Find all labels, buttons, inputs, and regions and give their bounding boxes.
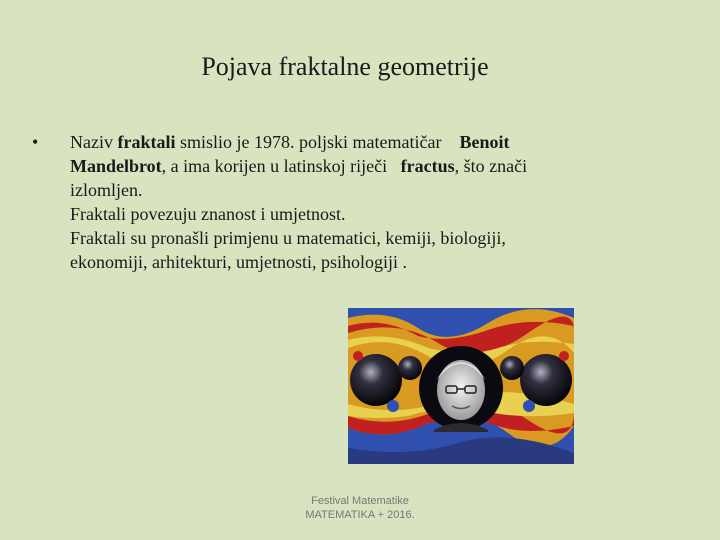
text-span: Naziv [70, 132, 118, 152]
footer-line-2: MATEMATIKA + 2016. [305, 509, 415, 521]
term-fraktali: fraktali [117, 132, 176, 152]
paragraph-line-3: izlomljen. [70, 180, 143, 200]
fractal-art-icon [348, 308, 574, 464]
paragraph-line-5: Fraktali su pronašli primjenu u matematici, kemiji, biologiji, [70, 228, 506, 248]
bullet-paragraph [32, 130, 632, 274]
paragraph-text [70, 130, 632, 274]
name-benoit: Benoit [459, 132, 510, 152]
paragraph-line-6: ekonomiji, arhitekturi, umjetnosti, psihologiji . [70, 252, 407, 272]
paragraph-line-4: Fraktali povezuju znanost i umjetnost. [70, 204, 346, 224]
bullet-icon: • [32, 132, 39, 152]
text-span: , a ima korijen u latinskoj riječi [161, 156, 392, 176]
paragraph-line-1 [70, 130, 632, 154]
paragraph-line-2 [70, 154, 632, 178]
slide-title: Pojava fraktalne geometrije [201, 52, 489, 81]
footer-line-1: Festival Matematike [311, 495, 409, 507]
name-mandelbrot: Mandelbrot [70, 156, 162, 176]
term-fractus: fractus [400, 156, 455, 176]
mandelbrot-portrait-fractal-image [348, 308, 574, 464]
text-span: , što znači [454, 156, 528, 176]
footer [290, 494, 430, 522]
text-span: smislio je 1978. poljski matematičar [175, 132, 446, 152]
